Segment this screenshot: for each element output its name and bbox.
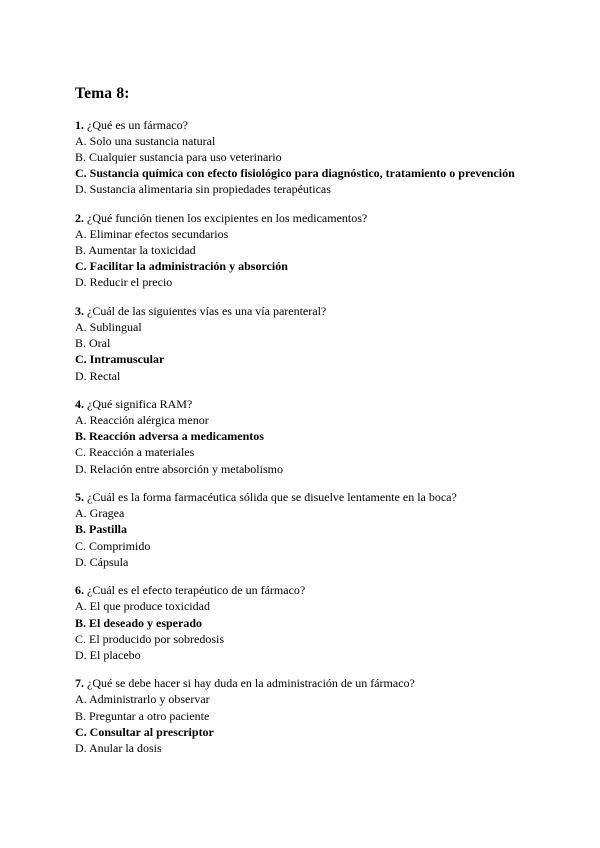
answer-option: B. Aumentar la toxicidad [75, 243, 196, 258]
answer-option: C. Comprimido [75, 538, 151, 553]
answer-option: B. Cualquier sustancia para uso veterinario [75, 150, 282, 165]
answer-option: B. Preguntar a otro paciente [75, 708, 210, 723]
page-title: Tema 8: [75, 85, 130, 102]
answer-option-correct: B. Reacción adversa a medicamentos [75, 429, 264, 444]
question-text [75, 117, 555, 133]
question-prompt: ¿Cuál es la forma farmacéutica sólida que se disuelve lentamente en la boca? [87, 490, 457, 505]
answer-option: C. El producido por sobredosis [75, 631, 224, 646]
answer-option: C. Reacción a materiales [75, 445, 195, 460]
question-prompt: ¿Qué función tienen los excipientes en los medicamentos? [87, 211, 368, 226]
answer-option: A. Sublingual [75, 320, 142, 335]
answer-option-correct: C. Sustancia química con efecto fisiológico para diagnóstico, tratamiento o prevención [75, 166, 515, 181]
answer-option: A. Gragea [75, 506, 125, 521]
question-number: 5. [75, 490, 84, 505]
question-3 [75, 303, 555, 383]
answer-option: A. Administrarlo y observar [75, 692, 210, 707]
answer-option-correct: B. Pastilla [75, 522, 128, 537]
question-number: 7. [75, 676, 84, 691]
answer-option: D. Anular la dosis [75, 740, 162, 755]
question-2 [75, 210, 555, 290]
question-text [75, 303, 555, 319]
answer-option: B. Oral [75, 336, 111, 351]
spacer [75, 105, 555, 117]
answer-option: D. El placebo [75, 647, 141, 662]
question-prompt: ¿Qué se debe hacer si hay duda en la administración de un fármaco? [87, 676, 415, 691]
document-page [75, 83, 555, 768]
question-6 [75, 582, 555, 662]
question-prompt: ¿Qué significa RAM? [87, 397, 193, 412]
question-number: 6. [75, 583, 84, 598]
answer-option: D. Relación entre absorción y metabolismo [75, 461, 283, 476]
answer-option-correct: C. Intramuscular [75, 352, 165, 367]
question-prompt: ¿Qué es un fármaco? [87, 118, 188, 132]
question-text [75, 396, 555, 412]
answer-option: A. Eliminar efectos secundarios [75, 227, 229, 242]
question-4 [75, 396, 555, 476]
question-number: 1. [75, 118, 84, 132]
answer-option: D. Cápsula [75, 554, 129, 569]
question-7 [75, 675, 555, 755]
answer-option: D. Rectal [75, 368, 121, 383]
question-number: 2. [75, 211, 84, 226]
answer-option-correct: B. El deseado y esperado [75, 615, 203, 630]
question-text [75, 210, 555, 226]
answer-option: D. Reducir el precio [75, 275, 173, 290]
answer-option: D. Sustancia alimentaria sin propiedades terapéuticas [75, 182, 331, 197]
question-1 [75, 117, 555, 197]
question-prompt: ¿Cuál de las siguientes vías es una vía parenteral? [87, 304, 327, 319]
question-text [75, 582, 555, 598]
answer-option-correct: C. Consultar al prescriptor [75, 724, 214, 739]
question-prompt: ¿Cuál es el efecto terapéutico de un fármaco? [87, 583, 306, 598]
question-text [75, 489, 555, 505]
answer-option: A. Reacción alérgica menor [75, 413, 209, 428]
question-5 [75, 489, 555, 569]
question-text [75, 675, 555, 691]
question-number: 3. [75, 304, 84, 319]
question-number: 4. [75, 397, 84, 412]
answer-option: A. El que produce toxicidad [75, 599, 210, 614]
answer-option-correct: C. Facilitar la administración y absorción [75, 259, 288, 274]
answer-option: A. Solo una sustancia natural [75, 134, 216, 149]
